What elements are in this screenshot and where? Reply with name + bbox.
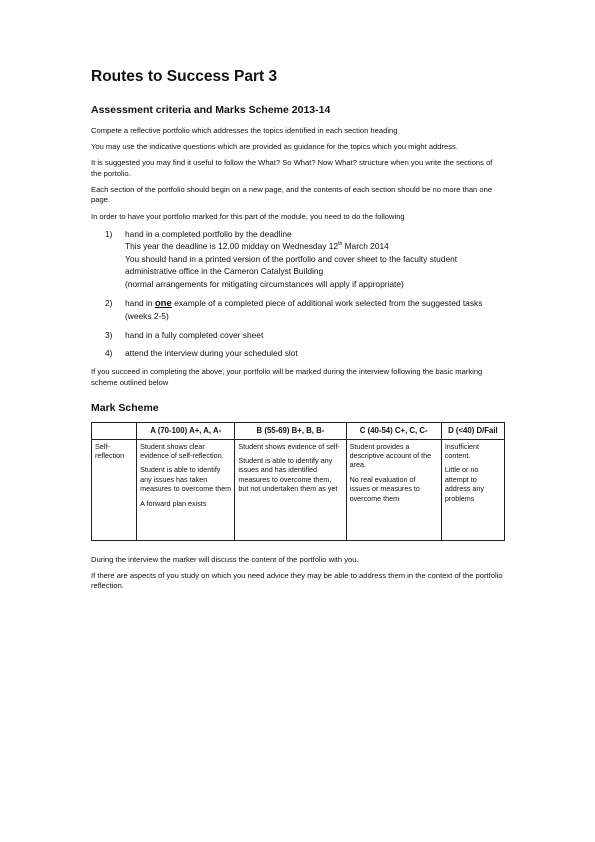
closing-paragraph: If there are aspects of you study on which you need advice they may be able to address them in the context of the portfolio reflection. — [91, 570, 503, 591]
table-header-cell: A (70-100) A+, A, A- — [137, 423, 235, 439]
list-number: 4) — [105, 348, 113, 359]
list-item: 3) hand in a fully completed cover sheet — [105, 329, 264, 340]
table-header-row — [92, 423, 505, 439]
instruction-paragraph: You may use the indicative questions which are provided as guidance for the topics which you might address. — [91, 142, 458, 152]
deadline-line: This year the deadline is 12.00 midday on Wednesday 12th March 2014 — [125, 241, 389, 252]
mark-scheme-heading: Mark Scheme — [91, 402, 159, 415]
list-number: 2) — [105, 297, 113, 308]
list-item: 2) hand in one example of a completed piece of additional work selected from the suggested tasks (weeks 2-5) — [105, 297, 483, 322]
table-header-cell: D (<40) D/Fail — [441, 423, 504, 439]
document-page — [91, 68, 505, 597]
table-cell: Student provides a descriptive account of the area. No real evaluation of issues or measures to overcome them — [346, 439, 441, 540]
marking-paragraph: If you succeed in completing the above, your portfolio will be marked during the interview following the basic marking scheme outlined below — [91, 367, 483, 387]
list-item-line: hand in a completed portfolio by the deadline — [125, 228, 292, 239]
row-label: Self-reflection — [92, 439, 137, 540]
table-header-cell — [92, 423, 137, 439]
table-header-cell: B (55-69) B+, B, B- — [235, 423, 346, 439]
list-item-line: You should hand in a printed version of the portfolio and cover sheet to the faculty student administrative office in the Cameron Catalyst Building — [125, 253, 458, 277]
list-number: 3) — [105, 329, 113, 340]
list-item: 4) attend the interview during your scheduled slot — [105, 348, 298, 359]
instruction-paragraph: In order to have your portfolio marked for this part of the module, you need to do the following — [91, 211, 405, 221]
instruction-paragraph: It is suggested you may find it useful to follow the What? So What? Now What? structure when you write the sections of the portolio. — [91, 158, 493, 178]
table-header-cell: C (40-54) C+, C, C- — [346, 423, 441, 439]
document-subtitle: Assessment criteria and Marks Scheme 2013-14 — [91, 104, 331, 116]
table-row — [92, 439, 505, 540]
emphasis-one: one — [154, 297, 172, 309]
list-item — [105, 228, 505, 291]
table-cell: Insufficient content. Little or no attempt to address any problems — [441, 439, 504, 540]
list-item-line: (normal arrangements for mitigating circumstances will apply if appropriate) — [125, 279, 404, 290]
page-title: Routes to Success Part 3 — [91, 68, 278, 85]
instruction-paragraph: Each section of the portfolio should begin on a new page, and the contents of each section should be no more than one page. — [91, 184, 493, 205]
closing-paragraph: During the interview the marker will discuss the content of the portfolio with you. — [91, 554, 359, 564]
list-number: 1) — [105, 228, 113, 239]
requirements-list — [91, 228, 505, 360]
mark-scheme-table — [91, 422, 505, 540]
instruction-paragraph: Compete a reflective portfolio which addresses the topics identified in each section heading — [91, 126, 398, 135]
table-cell: Student shows clear evidence of self-reflection. Student is able to identify any issues has taken measures to overcome them A forward plan exists — [137, 439, 235, 540]
table-cell: Student shows evidence of self- Student is able to identify any issues and has identified measures to overcome them, but not undertaken them as yet — [235, 439, 346, 540]
